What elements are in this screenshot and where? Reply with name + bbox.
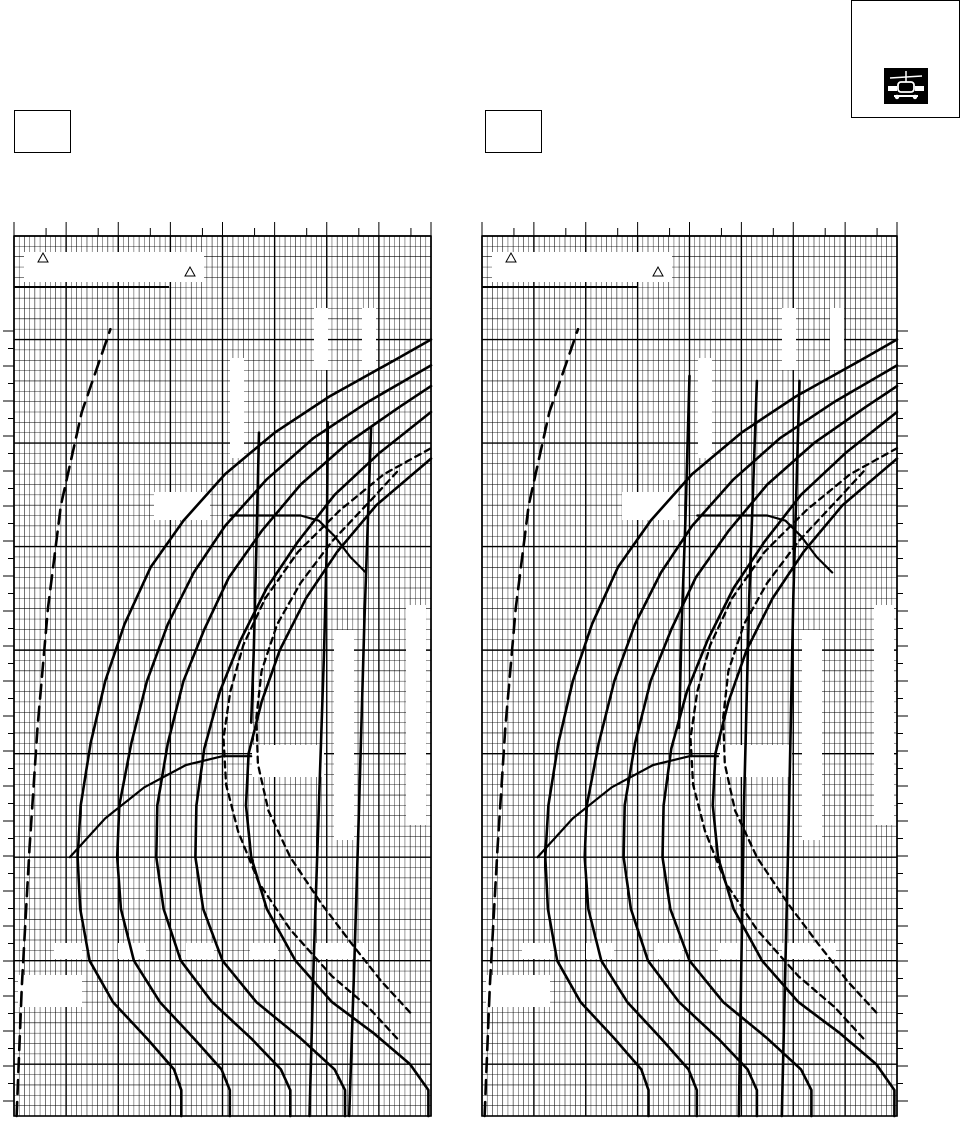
bottom-label-patch (808, 943, 836, 959)
transition-label-patch (720, 745, 792, 777)
bottom-label-patch (522, 943, 550, 959)
vertical-label-patch (830, 308, 844, 370)
vertical-label-patch (874, 605, 894, 825)
upper-limit-line (697, 516, 832, 573)
vertical-label-patch (314, 308, 328, 370)
bottom-label-patch (54, 943, 82, 959)
bottom-label-patch (186, 943, 214, 959)
bottom-label-patch (250, 943, 278, 959)
left-chart-label-box (14, 110, 71, 153)
emblem-box (851, 0, 960, 118)
left-chart-panel (3, 222, 431, 1116)
legend-patch (492, 252, 672, 282)
upper-limit-line (230, 516, 365, 573)
vertical-label-patch (782, 308, 796, 370)
helicopter-icon (884, 68, 928, 104)
vertical-label-patch (230, 358, 244, 458)
legend-patch (24, 252, 204, 282)
vertical-label-patch (362, 308, 376, 370)
vertical-label-patch (698, 358, 712, 458)
curve-label-patch (622, 492, 678, 520)
vertical-label-patch (406, 605, 426, 825)
scale-label-patch (486, 975, 550, 1007)
side-axis-ticks (897, 331, 908, 1101)
curve-label-patch (154, 492, 210, 520)
top-axis-ticks (14, 222, 431, 236)
scale-label-patch (18, 975, 82, 1007)
vertical-label-patch (334, 630, 354, 840)
top-axis-ticks (482, 222, 897, 236)
right-chart-label-box (485, 110, 542, 153)
vertical-label-patch (802, 630, 822, 840)
bottom-label-patch (654, 943, 682, 959)
transition-line (538, 756, 719, 857)
right-chart-panel (482, 222, 908, 1116)
transition-line (70, 756, 251, 857)
side-axis-ticks (3, 331, 14, 1101)
bottom-label-patch (314, 943, 342, 959)
transition-label-patch (252, 745, 324, 777)
